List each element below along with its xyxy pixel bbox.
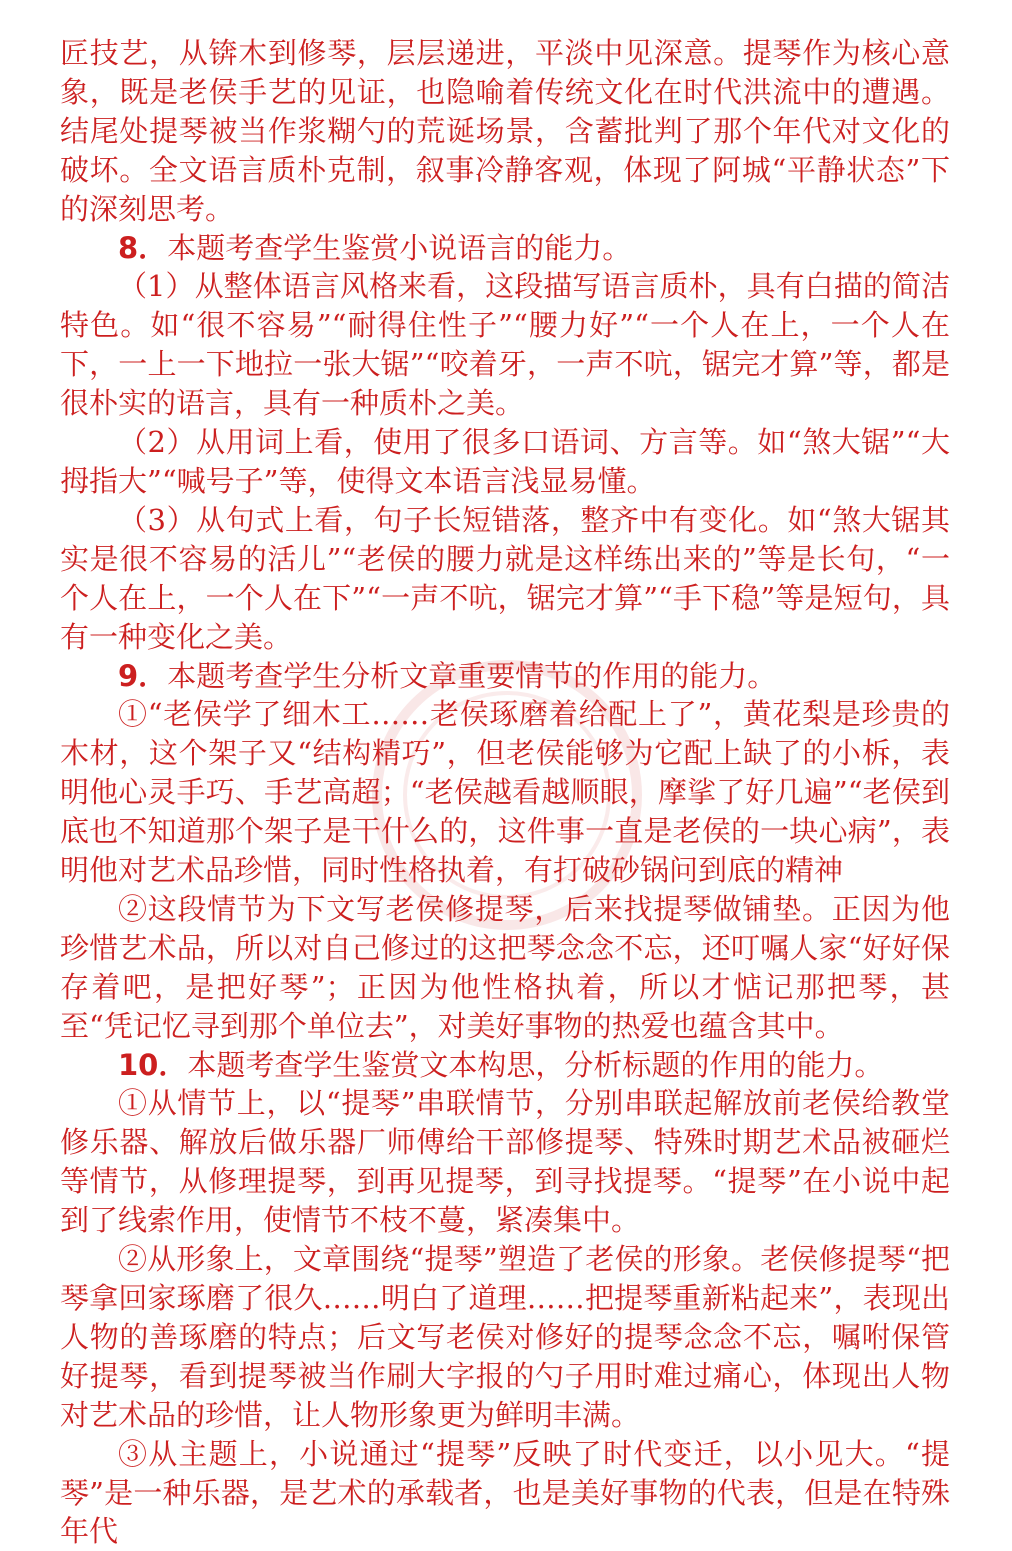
continuation-paragraph: 匠技艺，从锛木到修琴，层层递进，平淡中见深意。提琴作为核心意象，既是老侯手艺的见证，也隐喻着传统文化在时代洪流中的遭遇。结尾处提琴被当作浆糊勺的荒诞场景，含蓄批判了那个年代对文化的破坏。全文语言质朴克制，叙事冷静客观，体现了阿城“平静状态”下的深刻思考。 xyxy=(60,36,950,226)
question-9-point-1: ①“老侯学了细木工……老侯琢磨着给配上了”，黄花梨是珍贵的木材，这个架子又“结构精巧”，但老侯能够为它配上缺了的小柝，表明他心灵手巧、手艺高超；“老侯越看越顺眼，摩挲了好几遍”“老侯到底也不知道那个架子是干什么的，这件事一直是老侯的一块心病”，表明他对艺术品珍惜，同时性格执着，有打破砂锅问到底的精神 xyxy=(60,697,950,888)
question-number: 9． xyxy=(118,658,168,693)
question-number: 8． xyxy=(118,230,168,265)
question-9-point-2: ②这段情节为下文写老侯修提琴，后来找提琴做铺垫。正因为他珍惜艺术品，所以对自己修过的这把琴念念不忘，还叮嘱人家“好好保存着吧，是把好琴”；正因为他性格执着，所以才惦记那把琴，甚至“凭记忆寻到那个单位去”，对美好事物的热爱也蕴含其中。 xyxy=(60,891,950,1043)
question-number: 10． xyxy=(118,1047,188,1082)
question-10-point-1: ①从情节上，以“提琴”串联情节，分别串联起解放前老侯给教堂修乐器、解放后做乐器厂师傅给干部修提琴、特殊时期艺术品被砸烂等情节，从修理提琴，到再见提琴，到寻找提琴。“提琴”在小说中起到了线索作用，使情节不枝不蔓，紧凑集中。 xyxy=(60,1086,950,1238)
question-10-heading: 10．本题考查学生鉴赏文本构思，分析标题的作用的能力。 xyxy=(118,1047,884,1082)
question-10-point-2: ②从形象上，文章围绕“提琴”塑造了老侯的形象。老侯修提琴“把琴拿回家琢磨了很久……明白了道理……把提琴重新粘起来”，表现出人物的善琢磨的特点；后文写老侯对修好的提琴念念不忘，嘱咐保管好提琴，看到提琴被当作刷大字报的勺子用时难过痛心，体现出人物对艺术品的珍惜，让人物形象更为鲜明丰满。 xyxy=(60,1242,950,1432)
question-9-heading: 9．本题考查学生分析文章重要情节的作用的能力。 xyxy=(118,658,777,693)
question-8-point-2: （2）从用词上看，使用了很多口语词、方言等。如“煞大锯”“大拇指大”“喊号子”等，使得文本语言浅显易懂。 xyxy=(60,425,950,498)
question-8-heading: 8．本题考查学生鉴赏小说语言的能力。 xyxy=(118,230,632,265)
question-8-point-1: （1）从整体语言风格来看，这段描写语言质朴，具有白描的简洁特色。如“很不容易”“耐得住性子”“腰力好”“一个人在上，一个人在下，一上一下地拉一张大锯”“咬着牙，一声不吭，锯完才算”等，都是很朴实的语言，具有一种质朴之美。 xyxy=(60,269,950,421)
question-8-point-3: （3）从句式上看，句子长短错落，整齐中有变化。如“煞大锯其实是很不容易的活儿”“老侯的腰力就是这样练出来的”等是长句，“一个人在上，一个人在下”“一声不吭，锯完才算”“手下稳”等是短句，具有一种变化之美。 xyxy=(60,502,950,654)
question-10-point-3: ③从主题上，小说通过“提琴”反映了时代变迁，以小见大。“提琴”是一种乐器，是艺术的承载者，也是美好事物的代表，但是在特殊年代 xyxy=(60,1436,950,1549)
